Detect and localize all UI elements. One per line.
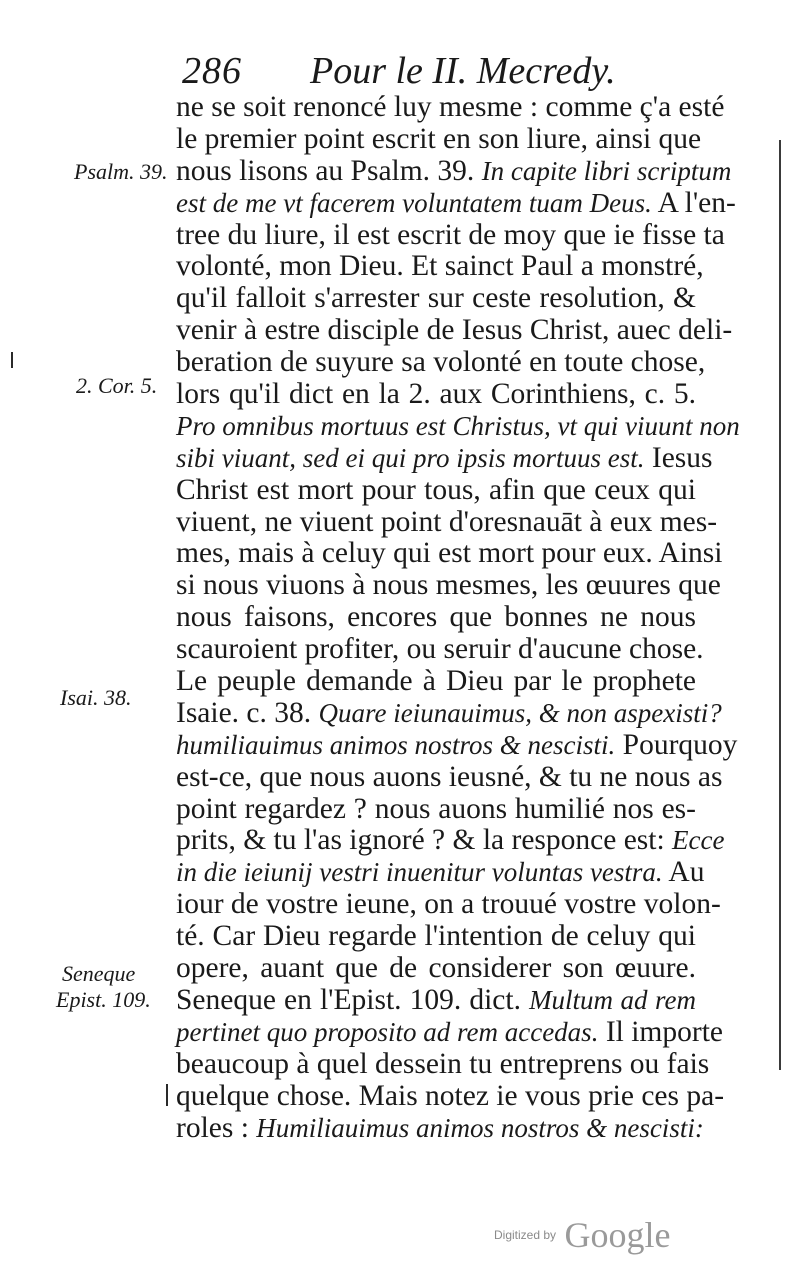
roman-segment: venir à estre disciple de Iesus Christ, auec deli- (176, 314, 733, 347)
roman-segment: est-ce, que nous auons ieusné, & tu ne nous as (176, 760, 723, 793)
roman-segment: si nous viuons à nous mesmes, les œuures que (176, 569, 721, 602)
italic-segment: Ecce (672, 825, 725, 856)
text-line (176, 346, 706, 379)
italic-segment: in die ieiunij vestri inuenitur voluntas vestra. (176, 857, 663, 888)
text-line (176, 218, 725, 252)
text-line (176, 921, 696, 953)
italic-segment: Multum ad rem (529, 984, 696, 1015)
italic-segment: Pro omnibus mortuus est Christus, vt qui viuunt non (176, 410, 740, 441)
text-line (176, 537, 723, 570)
roman-segment: tree du liure, il est escrit de moy que ie fisse ta (176, 218, 725, 251)
margin-note-psalm: Psalm. 39. (74, 159, 168, 184)
text-line (176, 250, 704, 283)
running-head (182, 48, 622, 94)
roman-segment: lors qu'il dict en la 2. aux Corinthiens, c. 5. (176, 378, 696, 411)
text-line (176, 602, 696, 634)
text-line (176, 666, 696, 698)
text-line (176, 475, 696, 507)
page-number: 286 (182, 50, 242, 92)
roman-segment: volonté, mon Dieu. Et sainct Paul a monstré, (176, 250, 704, 283)
roman-segment: Au (662, 856, 705, 889)
text-line (176, 985, 696, 1017)
roman-segment: Seneque en l'Epist. 109. dict. (176, 983, 530, 1016)
text-line (176, 283, 696, 315)
roman-segment: Il importe (598, 1015, 723, 1048)
text-line (176, 1111, 704, 1145)
roman-segment: viuent, ne viuent point d'oresnauāt à eux mes- (176, 505, 718, 538)
text-line (176, 186, 736, 220)
text-line (176, 696, 722, 730)
text-line (176, 633, 704, 666)
text-line (176, 569, 721, 602)
roman-segment: Christ est mort pour tous, afin que ceux qui (176, 473, 696, 506)
roman-segment: Pourquoy (615, 728, 738, 761)
text-line (176, 314, 733, 347)
roman-segment: beaucoup à quel dessein tu entreprens ou fais (176, 1047, 710, 1080)
roman-segment: iour de vostre ieune, on a trouué vostre volon- (176, 888, 721, 921)
italic-segment: est de me vt facerem voluntatem tuam Deus. (176, 187, 652, 218)
margin-speck (11, 352, 13, 368)
roman-segment: qu'il falloit s'arrester sur ceste resolution, & (176, 282, 696, 315)
roman-segment: té. Car Dieu regarde l'intention de celuy qui (176, 920, 696, 953)
roman-segment: Iesus (644, 441, 713, 474)
margin-note-isaiah: Isai. 38. (60, 685, 132, 710)
text-line (176, 410, 740, 443)
italic-segment: humiliauimus animos nostros & nescisti. (176, 729, 616, 760)
roman-segment: mes, mais à celuy qui est mort pour eux. Ainsi (176, 537, 723, 570)
margin-speck (166, 1084, 168, 1106)
text-line (176, 953, 696, 985)
roman-segment: roles : (176, 1111, 257, 1144)
text-line (176, 1015, 723, 1049)
roman-segment: Isaie. c. 38. (176, 696, 319, 729)
italic-segment: Humiliauimus animos nostros & nescisti: (256, 1112, 704, 1143)
roman-segment: le premier point escrit en son liure, ainsi que (176, 122, 702, 155)
text-line (176, 760, 723, 794)
roman-segment: ne se soit renoncé luy mesme : comme ç'a esté (176, 91, 725, 123)
roman-segment: Le peuple demande à Dieu par le prophete (176, 665, 696, 698)
text-line (176, 505, 718, 539)
body-text (176, 91, 740, 1144)
margin-note-seneque: Seneque (62, 961, 136, 986)
roman-segment: nous lisons au Psalm. 39. (176, 154, 482, 187)
gutter-shadow (779, 140, 781, 1070)
italic-segment: sibi viuant, sed ei qui pro ipsis mortuus est. (176, 442, 645, 473)
text-line (176, 856, 705, 889)
text-line (176, 154, 732, 188)
text-line (176, 122, 702, 156)
watermark-prefix: Digitized by (494, 1228, 557, 1242)
google-logo: Google (564, 1215, 671, 1255)
roman-segment: beration de suyure sa volonté en toute chose, (176, 346, 706, 379)
text-line (176, 441, 713, 475)
roman-segment: opere, auant que de considerer son œuure. (176, 952, 696, 985)
running-title: Pour le II. Mecredy. (310, 50, 616, 92)
roman-segment: quelque chose. Mais notez ie vous prie ces pa- (176, 1079, 725, 1112)
roman-segment: A l'en- (651, 186, 736, 219)
digitized-watermark (494, 1214, 670, 1256)
italic-segment: Quare ieiunauimus, & non aspexisti? (318, 697, 722, 728)
text-line (176, 91, 725, 124)
text-line (176, 824, 725, 857)
text-line (176, 1079, 725, 1113)
margin-note-corinthians: 2. Cor. 5. (76, 373, 158, 398)
italic-segment: pertinet quo proposito ad rem accedas. (176, 1016, 599, 1047)
roman-segment: point regardez ? nous auons humilié nos es- (176, 792, 696, 825)
margin-note-epistle: Epist. 109. (56, 987, 151, 1012)
roman-segment: scauroient profiter, ou seruir d'aucune chose. (176, 633, 704, 666)
text-line (176, 728, 738, 762)
text-line (176, 888, 721, 921)
italic-segment: In capite libri scriptum (481, 155, 732, 186)
roman-segment: prits, & tu l'as ignoré ? & la responce est: (176, 824, 673, 857)
text-line (176, 1047, 710, 1081)
text-line (176, 379, 696, 411)
text-line (176, 794, 696, 826)
roman-segment: nous faisons, encores que bonnes ne nous (176, 601, 696, 634)
